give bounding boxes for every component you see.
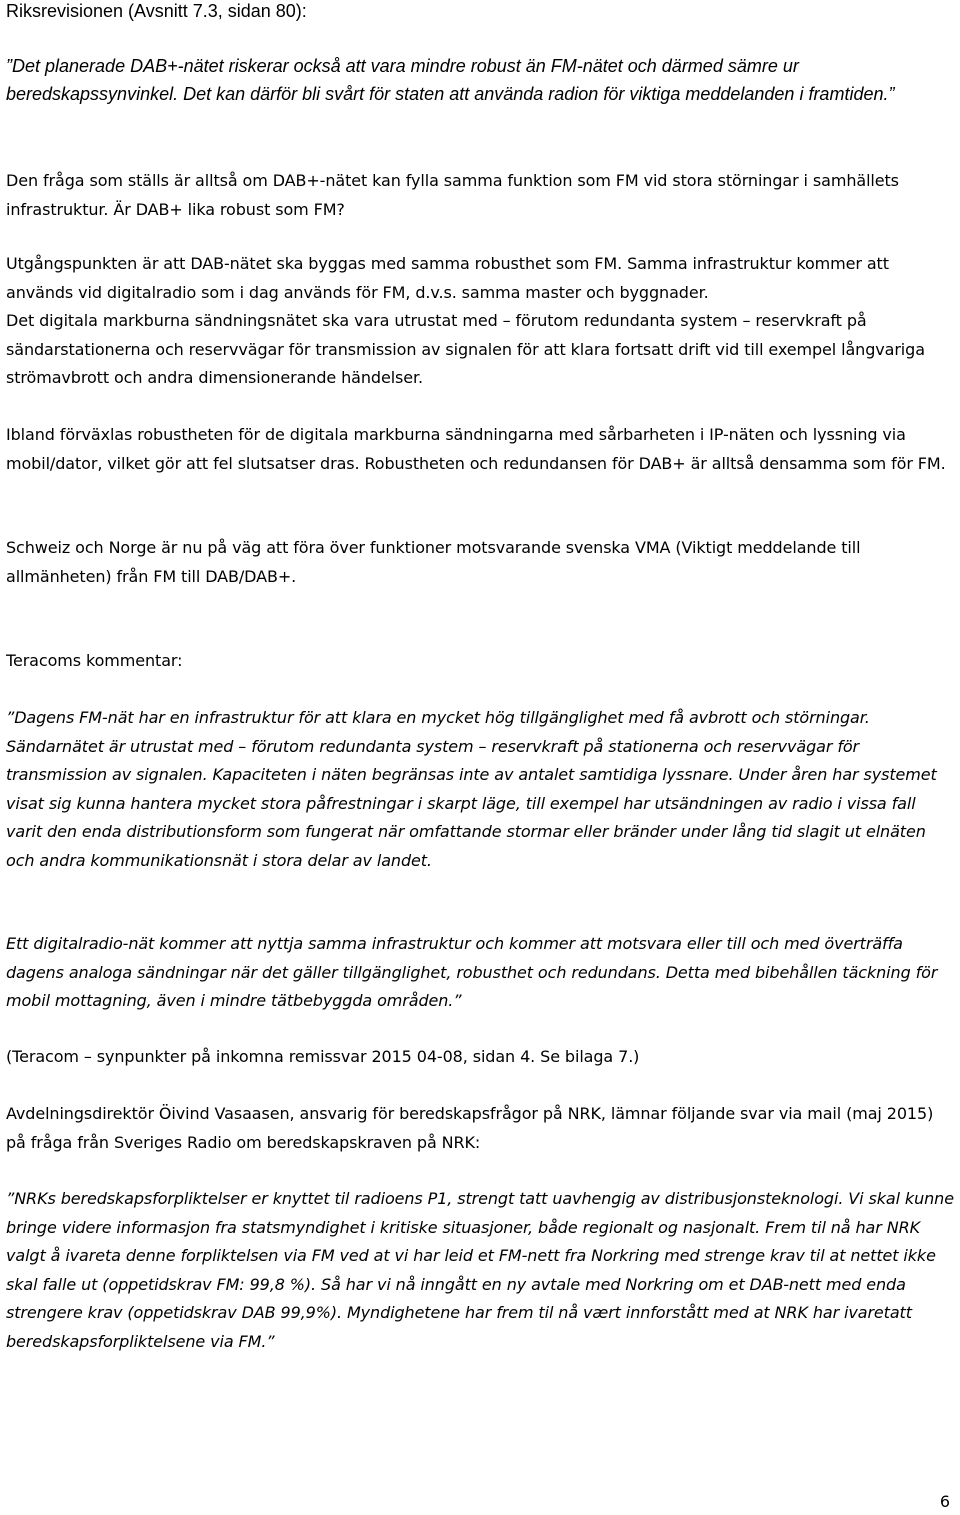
teracom-source: (Teracom – synpunkter på inkomna remissvar 2015 04-08, sidan 4. Se bilaga 7.) bbox=[6, 1047, 640, 1066]
teracom-quote-1: ”Dagens FM-nät har en infrastruktur för att klara en mycket hög tillgänglighet med få avbrott och störningar. Sändarnätet är utrustat med – förutom redundanta system – reservkraft på stationerna och reservvägar för transmission av signalen. Kapaciteten i näten begränsas inte av antalet samtidiga lyssnare. Under åren har systemet visat sig kunna hantera mycket stora påfrestningar i skarpt läge, till exempel har utsändningen av radio i vissa fall varit den enda distributionsform som fungerat när omfattande stormar eller bränder under lång tid slagit ut elnäten och andra kommunikationsnät i stora delar av landet. bbox=[6, 708, 937, 870]
nrk-quote: ”NRKs beredskapsforpliktelser er knyttet til radioens P1, strengt tatt uavhengig av distribusjonsteknologi. Vi skal kunne bringe videre informasjon fra statsmyndighet i kritiske situasjoner, både regionalt og nasjonalt. Frem til nå har NRK valgt å ivareta denne forpliktelsen via FM ved at vi har leid et FM-nett fra Norkring med strenge krav til at nettet ikke skal falle ut (oppetidskrav FM: 99,8 %). Så har vi nå inngått en ny avtale med Norkring om et DAB-nett med enda strengere krav (oppetidskrav DAB 99,9%). Myndighetene har frem til nå vært innforstått med at NRK har ivaretatt beredskapsforpliktelsene via FM.” bbox=[6, 1189, 954, 1351]
teracom-heading: Teracoms kommentar: bbox=[6, 651, 183, 670]
teracom-quote-2: Ett digitalradio-nät kommer att nyttja samma infrastruktur och kommer att motsvara eller till och med överträffa dagens analoga sändningar när det gäller tillgänglighet, robusthet och redundans. Detta med bibehållen täckning för mobil mottagning, även i mindre tätbebyggda områden.” bbox=[6, 934, 938, 1010]
page-number: 6 bbox=[939, 1492, 950, 1511]
confusion-paragraph: Ibland förväxlas robustheten för de digitala markburna sändningarna med sårbarheten i IP-näten och lyssning via mobil/dator, vilket gör att fel slutsatser dras. Robustheten och redundansen för DAB+ är alltså densamma som för FM. bbox=[6, 425, 946, 473]
robustness-paragraph-1: Utgångspunkten är att DAB-nätet ska byggas med samma robusthet som FM. Samma infrastruktur kommer att används vid digitalradio som i dag används för FM, d.v.s. samma master och byggnader. bbox=[6, 254, 889, 302]
nrk-intro: Avdelningsdirektör Öivind Vasaasen, ansvarig för beredskapsfrågor på NRK, lämnar följande svar via mail (maj 2015) på fråga från Sveriges Radio om beredskapskraven på NRK: bbox=[6, 1104, 934, 1152]
robustness-paragraph-2: Det digitala markburna sändningsnätet ska vara utrustat med – förutom redundanta system – reservkraft på sändarstationerna och reservvägar för transmission av signalen för att klara fortsatt drift vid till exempel långvariga strömavbrott och andra dimensionerande händelser. bbox=[6, 311, 925, 387]
riksrevisionen-heading: Riksrevisionen (Avsnitt 7.3, sidan 80): bbox=[6, 1, 307, 21]
switzerland-norway-paragraph: Schweiz och Norge är nu på väg att föra över funktioner motsvarande svenska VMA (Viktigt meddelande till allmänheten) från FM till DAB/DAB+. bbox=[6, 538, 861, 586]
riksrevisionen-quote: ”Det planerade DAB+-nätet riskerar också att vara mindre robust än FM-nätet och därmed sämre ur beredskapssynvinkel. Det kan därför bli svårt för staten att använda radion för viktiga meddelanden i framtiden.” bbox=[6, 56, 895, 104]
question-paragraph: Den fråga som ställs är alltså om DAB+-nätet kan fylla samma funktion som FM vid stora störningar i samhällets infrastruktur. Är DAB+ lika robust som FM? bbox=[6, 171, 899, 219]
